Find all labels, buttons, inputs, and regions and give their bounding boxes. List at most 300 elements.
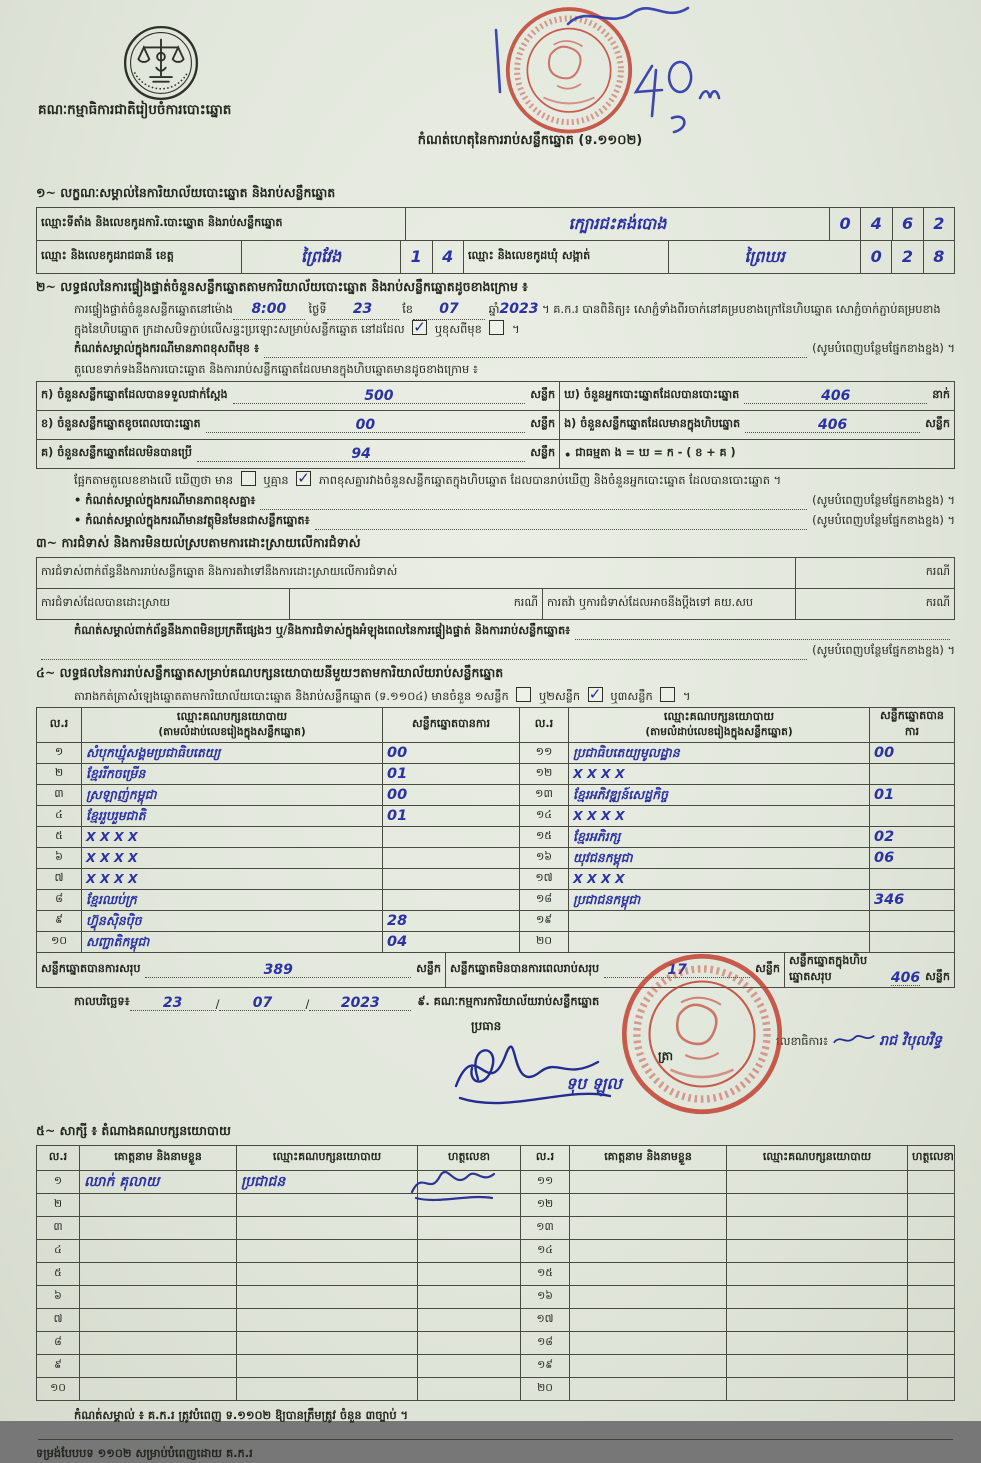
signature-block — [36, 1014, 955, 1118]
witness-party-cell — [727, 1240, 908, 1263]
red-round-stamp-signature — [618, 950, 786, 1118]
row-number-text: ១ — [54, 745, 64, 759]
witness-signature-cell — [908, 1240, 955, 1263]
party-result-row — [37, 869, 955, 890]
party-votes-cell — [383, 848, 520, 869]
handwritten-code-digit: 8 — [933, 247, 945, 266]
witness-party-cell — [237, 1263, 418, 1286]
polling-station-row — [37, 208, 955, 241]
station-name-cell — [406, 208, 830, 241]
handwritten-entry: 01 — [387, 808, 408, 825]
checkbox-three-sheets — [660, 687, 675, 702]
section2-heading: ២~ លទ្ធផលនៃការផ្ទៀងផ្ទាត់ចំនួនសន្លឹកឆ្នោតតាមការិយាល័យបោះឆ្នោត និងរាប់សន្លឹកឆ្នោតដូចខាងក្រោម ៖ — [36, 279, 528, 294]
witness-name-cell — [570, 1240, 727, 1263]
party-votes-cell — [870, 827, 955, 848]
witness-row-number — [521, 1171, 570, 1194]
appeal-label-cell: ការតវ៉ា ឬការជំទាស់ដែលអាចនឹងប្តឹងទៅ គយ.សប — [543, 588, 796, 619]
station-code-digit-box — [860, 208, 891, 240]
col-party-right: ឈ្មោះគណបក្សនយោបាយ (តាមលំដាប់លេខរៀងក្នុងសន្លឹកឆ្នោត) — [569, 708, 870, 743]
wit-col-sig-left: ហត្ថលេខា — [418, 1146, 521, 1171]
handwritten-code-digit: 6 — [902, 214, 914, 233]
witness-signature-cell — [418, 1263, 521, 1286]
row-number-text: ១៩ — [535, 913, 553, 927]
row-number-text: ២០ — [535, 934, 553, 948]
witness-name-cell — [80, 1309, 237, 1332]
witness-party-cell — [237, 1286, 418, 1309]
witness-signature-cell — [418, 1286, 521, 1309]
checkbox-seal-different — [489, 320, 504, 335]
province-label: ឈ្មោះ និងលេខកូដរាជធានី ខេត្ត — [37, 241, 242, 274]
province-code-digit-box — [432, 241, 464, 273]
checkbox-no-difference — [296, 471, 311, 486]
party-name-cell — [569, 890, 870, 911]
party-row-number — [37, 848, 82, 869]
col-number-left: ល.រ — [37, 708, 82, 743]
handwritten-entry: X X X X — [86, 828, 138, 844]
row-number-text: ១០ — [50, 1381, 66, 1395]
handwritten-station-name: ក្បោរជះគង់បោង — [568, 214, 667, 233]
witness-signature-cell — [418, 1378, 521, 1401]
witness-signature-cell — [908, 1309, 955, 1332]
party-row-number — [520, 785, 569, 806]
difference-paragraph: ផ្អែកតាមតួលេខខាងលើ ឃើញថា មាន ឬគ្មាន ✓ ភាពខុសគ្នារវាងចំនួនសន្លឹកឆ្នោតក្នុងហិបឆ្នោត ដែលបានរាប់ឃើញ និងចំនួនអ្នកបោះឆ្នោត ដែលបានបោះឆ្នោត ។ — [36, 471, 955, 490]
checkbox-has-difference — [241, 471, 256, 486]
col-votes-right: សន្លឹកឆ្នោតបានការ — [870, 708, 955, 743]
commune-label: ឈ្មោះ និងលេខកូដឃុំ សង្កាត់ — [464, 241, 669, 274]
party-name-cell — [569, 911, 870, 932]
witness-row-number — [37, 1355, 80, 1378]
party-name-cell — [82, 932, 383, 953]
witness-party-cell — [727, 1194, 908, 1217]
secretary-line: លេខាធិការ៖ រាជ វិបុលវិទ្ធ — [776, 1033, 942, 1050]
row-number-text: ១៥ — [535, 829, 553, 843]
witness-name-cell — [80, 1194, 237, 1217]
ballot-counts-table — [36, 381, 955, 469]
handwritten-entry: ប្រជាជនកម្ពុជា — [573, 891, 641, 907]
checkbox-seal-intact — [412, 320, 427, 335]
figures-intro: តួលេខទាក់ទងនឹងការបោះឆ្នោត និងការរាប់សន្លឹកឆ្នោតដែលមានក្នុងហិបឆ្នោតមានដូចខាងក្រោម ៖ — [74, 362, 478, 377]
handwritten-entry: X X X X — [573, 765, 625, 781]
party-row-number — [37, 827, 82, 848]
row-number-text: ៤ — [54, 1243, 62, 1257]
row-number-text: ១៧ — [535, 871, 553, 885]
handwritten-entry: 346 — [874, 892, 905, 909]
station-code-cell — [830, 208, 955, 241]
witness-party-cell — [237, 1194, 418, 1217]
witness-row-number — [37, 1286, 80, 1309]
section3-heading: ៣~ ការជំទាស់ និងការមិនយល់ស្របតាមការដោះស្រាយលើការជំទាស់ — [36, 534, 361, 550]
row-number-text: ១១ — [535, 745, 553, 759]
witness-row-number — [521, 1378, 570, 1401]
row-number-text: ២ — [53, 1197, 63, 1211]
handwritten-valid-total: 389 — [263, 962, 293, 979]
witness-party-cell — [727, 1286, 908, 1309]
count-voters-cell: ឃ) ចំនួនអ្នកបោះឆ្នោតដែលបានបោះឆ្នោត 406 នាក់ — [560, 382, 955, 411]
blue-pen-marks — [476, 0, 736, 128]
handwritten-code-digit: 0 — [870, 247, 882, 266]
row-number-text: ១ — [53, 1174, 63, 1188]
witness-row-number — [37, 1171, 80, 1194]
handwritten-entry: 28 — [387, 913, 408, 930]
handwritten-entry: 01 — [387, 766, 408, 783]
witness-party-cell — [727, 1263, 908, 1286]
row-number-text: ១៦ — [535, 850, 553, 864]
handwritten-code-digit: 2 — [933, 214, 945, 233]
handwritten-code-digit: 0 — [839, 214, 851, 233]
inbox-total-cell: សន្លឹកឆ្នោតក្នុងហិបឆ្នោតសរុប 406 សន្លឹក — [785, 953, 955, 988]
witness-row — [37, 1309, 955, 1332]
witness-signature-cell — [908, 1217, 955, 1240]
row-number-text: ៤ — [55, 808, 63, 822]
witness-row — [37, 1217, 955, 1240]
resolved-label-cell: ការជំទាស់ដែលបានដោះស្រាយ — [37, 588, 290, 619]
station-label: ឈ្មោះទីតាំង និងលេខកូដការិ.បោះឆ្នោត និងរាប់សន្លឹកឆ្នោត — [37, 208, 406, 241]
witness-name-cell — [570, 1194, 727, 1217]
section1-heading: ១~ លក្ខណៈសម្គាល់នៃការិយាល័យបោះឆ្នោត និងរាប់សន្លឹកឆ្នោត — [36, 185, 336, 200]
org-name: គណៈកម្មាធិការជាតិរៀបចំការបោះឆ្នោត — [38, 102, 232, 118]
party-row-number — [520, 827, 569, 848]
row-number-text: ៣ — [53, 1220, 63, 1234]
party-row-number — [520, 911, 569, 932]
handwritten-entry: 02 — [874, 829, 895, 846]
form-body — [36, 180, 955, 1463]
witness-row-number — [521, 1355, 570, 1378]
handwritten-entry: 00 — [874, 745, 895, 762]
seal-label: ត្រា — [658, 1049, 673, 1064]
counts-row-1 — [37, 382, 955, 411]
witness-signature-cell — [418, 1240, 521, 1263]
witness-name-cell — [80, 1217, 237, 1240]
witness-name-cell — [570, 1378, 727, 1401]
witness-signature-cell — [418, 1355, 521, 1378]
objection-label-cell: ការជំទាស់ពាក់ព័ន្ធនឹងការរាប់សន្លឹកឆ្នោត និងការតវ៉ាទៅនឹងការដោះស្រាយលើការជំទាស់ — [37, 557, 796, 588]
witness-party-cell — [237, 1240, 418, 1263]
date-line: កាលបរិច្ឆេទ៖ 23 / 07 / 2023 ៩. គណៈកម្មការការិយាល័យរាប់សន្លឹកឆ្នោត — [74, 994, 600, 1012]
witness-party-cell — [237, 1309, 418, 1332]
note-difference-line: • កំណត់សម្គាល់ក្នុងករណីមានភាពខុសគ្នា៖ (សូមបំពេញបន្ថែមផ្នែកខាងខ្នង) ។ — [36, 493, 955, 510]
station-code-digit-box — [830, 208, 860, 240]
witness-name-cell — [570, 1171, 727, 1194]
col-votes-left: សន្លឹកឆ្នោតបានការ — [383, 708, 520, 743]
witness-party-cell — [237, 1217, 418, 1240]
invalid-total-cell: សន្លឹកឆ្នោតមិនបានការពេលរាប់សរុប 17 សន្លឹក — [446, 953, 785, 988]
row-number-text: ១១ — [536, 1174, 554, 1188]
party-name-cell — [82, 827, 383, 848]
row-number-text: ១៤ — [537, 1243, 553, 1257]
wit-col-sig-right: ហត្ថលេខា — [908, 1146, 955, 1171]
objection-row-1 — [37, 557, 955, 588]
wit-col-no-left: ល.រ — [37, 1146, 80, 1171]
witness-row-number — [521, 1332, 570, 1355]
party-votes-cell — [870, 890, 955, 911]
col-party-left: ឈ្មោះគណបក្សនយោបាយ (តាមលំដាប់លេខរៀងក្នុងសន្លឹកឆ្នោត) — [82, 708, 383, 743]
witness-name-cell — [570, 1263, 727, 1286]
commune-name-cell — [669, 241, 861, 274]
handwritten-entry: ខ្មែររួបរួមជាតិ — [86, 807, 146, 823]
row-number-text: ៣ — [54, 787, 64, 801]
handwritten-count-unused: 94 — [351, 446, 371, 463]
witness-row-number — [37, 1309, 80, 1332]
party-votes-cell — [383, 764, 520, 785]
witness-row-number — [521, 1286, 570, 1309]
row-number-text: ៦ — [54, 1289, 62, 1303]
province-code-cell — [401, 241, 464, 274]
party-row-number — [520, 743, 569, 764]
party-result-row — [37, 827, 955, 848]
handwritten-count-inbox: 406 — [818, 417, 848, 434]
party-name-cell — [82, 806, 383, 827]
handwritten-entry: X X X X — [86, 849, 138, 865]
wit-col-name-right: គោត្តនាម និងនាមខ្លួន — [570, 1146, 727, 1171]
row-number-text: ១៣ — [535, 787, 553, 801]
handwritten-province-name: ព្រៃវែង — [300, 247, 342, 266]
handwritten-count-spoiled: 00 — [355, 417, 376, 434]
party-votes-cell — [870, 848, 955, 869]
party-result-row — [37, 932, 955, 953]
handwritten-date-day: 23 — [162, 995, 183, 1012]
witness-party-cell — [727, 1332, 908, 1355]
footer-form-line: ទម្រង់បែបបទ ១១០២ សម្រាប់បំពេញដោយ គ.ក.រ — [36, 1446, 253, 1461]
witness-party-cell — [727, 1378, 908, 1401]
party-row-number — [37, 890, 82, 911]
party-row-number — [520, 890, 569, 911]
irregularity-note-line: កំណត់សម្គាល់ពាក់ព័ន្ធនឹងភាពមិនប្រក្រតីផ្សេងៗ ឬ/និងការជំទាស់ក្នុងអំឡុងពេលនៃការផ្ទៀងផ្ទាត់ និងការរាប់សន្លឹកឆ្នោត៖ — [36, 623, 955, 640]
party-name-cell — [82, 911, 383, 932]
row-number-text: ១៤ — [535, 808, 553, 822]
handwritten-code-digit: 1 — [410, 247, 422, 266]
row-number-text: ៨ — [54, 1335, 62, 1349]
wit-col-party-left: ឈ្មោះគណបក្សនយោបាយ — [237, 1146, 418, 1171]
witness-row-number — [521, 1263, 570, 1286]
witness-party-cell — [237, 1378, 418, 1401]
formula-cell: • ជាធម្មតា ង = ឃ = ក - ( ខ + គ ) — [560, 440, 955, 469]
party-votes-cell — [870, 806, 955, 827]
party-result-row — [37, 806, 955, 827]
party-votes-cell — [383, 743, 520, 764]
handwritten-stamp-sign-name: ទុប ឡូល — [566, 1074, 622, 1094]
party-votes-cell — [383, 890, 520, 911]
handwritten-count-received: 500 — [364, 388, 394, 405]
handwritten-year: 2023 — [499, 301, 539, 317]
party-votes-cell — [383, 869, 520, 890]
witness-name-cell — [570, 1332, 727, 1355]
handwritten-entry: ហ៊្វុនស៊ិនប៉ិច — [86, 912, 142, 928]
row-number-text: ១៩ — [537, 1358, 553, 1372]
witness-party-cell — [237, 1332, 418, 1355]
witness-row-number — [37, 1263, 80, 1286]
party-votes-cell — [383, 806, 520, 827]
wit-col-party-right: ឈ្មោះគណបក្សនយោបាយ — [727, 1146, 908, 1171]
row-number-text: ២ — [54, 766, 64, 780]
party-row-number — [520, 932, 569, 953]
party-result-row — [37, 911, 955, 932]
irregularity-note-line-2: (សូមបំពេញបន្ថែមផ្នែកខាងខ្នង) ។ — [36, 643, 955, 660]
note-different-line: កំណត់សម្គាល់ក្នុងករណីមានភាពខុសពីមុខ ៖ (សូមបំពេញបន្ថែមផ្នែកខាងខ្នង) ។ — [36, 341, 955, 358]
witness-name-cell — [570, 1355, 727, 1378]
party-name-cell — [569, 806, 870, 827]
commune-code-digit-box — [923, 241, 954, 273]
station-code-digit-box — [923, 208, 954, 240]
witness-signature-cell — [908, 1378, 955, 1401]
party-name-cell — [569, 869, 870, 890]
witness-name-cell — [570, 1217, 727, 1240]
party-name-cell — [569, 743, 870, 764]
counts-row-3 — [37, 440, 955, 469]
witness-signature-cell — [908, 1194, 955, 1217]
nec-emblem — [122, 24, 200, 102]
row-number-text: ៦ — [55, 850, 63, 864]
row-number-text: ២០ — [537, 1381, 553, 1395]
commune-code-digit-box — [891, 241, 922, 273]
party-name-cell — [82, 743, 383, 764]
handwritten-entry: ប្រជាជន — [241, 1174, 286, 1191]
row-number-text: ៧ — [53, 1312, 63, 1326]
handwritten-invalid-total: 17 — [667, 962, 687, 979]
handwritten-entry: X X X X — [573, 870, 625, 886]
witness-signature-cell — [418, 1332, 521, 1355]
witness-name-cell — [80, 1286, 237, 1309]
party-votes-cell — [383, 785, 520, 806]
appeal-cases-cell: ករណី — [796, 588, 955, 619]
witness-signature-cell — [908, 1332, 955, 1355]
handwritten-entry: 01 — [874, 787, 895, 804]
party-votes-cell — [870, 785, 955, 806]
witness-row — [37, 1263, 955, 1286]
party-row-number — [520, 848, 569, 869]
witness-name-cell — [80, 1240, 237, 1263]
witness-row — [37, 1355, 955, 1378]
row-number-text: ១៧ — [536, 1312, 554, 1326]
row-number-text: ៩ — [54, 1358, 62, 1372]
witness-signature-cell — [908, 1263, 955, 1286]
commune-code-digit-box — [861, 241, 891, 273]
party-result-row — [37, 890, 955, 911]
handwritten-date-month: 07 — [252, 995, 273, 1012]
witness-name-cell — [570, 1309, 727, 1332]
handwritten-day: 23 — [352, 301, 373, 317]
witness-party-cell — [727, 1217, 908, 1240]
party-table-header — [37, 708, 955, 743]
president-signature — [446, 1024, 626, 1112]
party-votes-cell — [383, 827, 520, 848]
handwritten-code-digit: 4 — [442, 247, 454, 266]
witness-row-number — [37, 1332, 80, 1355]
secretary-scribble — [832, 1032, 876, 1048]
section4-heading: ៤~ លទ្ធផលនៃការរាប់សន្លឹកឆ្នោតសម្រាប់គណបក្សនយោបាយនីមួយៗតាមការិយាល័យរាប់សន្លឹកឆ្នោត — [36, 664, 504, 680]
party-name-cell — [569, 827, 870, 848]
handwritten-secretary-name: រាជ វិបុលវិទ្ធ — [879, 1033, 942, 1050]
witness-party-cell — [727, 1171, 908, 1194]
party-name-cell — [569, 848, 870, 869]
objection-cases-cell: ករណី — [796, 557, 955, 588]
witness-signature-cell — [908, 1355, 955, 1378]
witness-party-cell — [237, 1171, 418, 1194]
form-title: កំណត់ហេតុនៃការរាប់សន្លឹកឆ្នោត (ទ.១១០២) — [417, 133, 643, 148]
col-number-right: ល.រ — [520, 708, 569, 743]
handwritten-time: 8:00 — [251, 301, 287, 317]
party-name-cell — [82, 848, 383, 869]
party-name-cell — [82, 785, 383, 806]
handwritten-entry: X X X X — [573, 807, 625, 823]
valid-total-cell: សន្លឹកឆ្នោតបានការសរុប 389 សន្លឹក — [37, 953, 446, 988]
party-row-number — [520, 869, 569, 890]
party-result-row — [37, 848, 955, 869]
row-number-text: ៥ — [54, 1266, 62, 1280]
party-row-number — [37, 764, 82, 785]
handwritten-code-digit: 2 — [901, 247, 914, 266]
handwritten-entry: 00 — [387, 787, 408, 804]
handwritten-entry: X X X X — [86, 870, 138, 886]
handwritten-inbox-total: 406 — [890, 970, 921, 987]
row-number-text: ១៥ — [537, 1266, 553, 1280]
witness-row-number — [521, 1217, 570, 1240]
party-votes-cell — [383, 911, 520, 932]
count-received-cell: ក) ចំនួនសន្លឹកឆ្នោតដែលបានទទួលជាក់ស្តែង 500 សន្លឹក — [37, 382, 560, 411]
checkbox-one-sheet — [516, 687, 531, 702]
handwritten-commune-name: ព្រៃឃរ — [744, 247, 785, 266]
handwritten-entry: សំបុកឃ្មុំសង្គមប្រជាធិបតេយ្យ — [86, 744, 221, 760]
objection-row-2 — [37, 588, 955, 619]
witness-name-cell — [80, 1171, 237, 1194]
party-row-number — [37, 806, 82, 827]
party-row-number — [37, 869, 82, 890]
totals-row — [36, 952, 955, 988]
witness-row-number — [37, 1194, 80, 1217]
witness-row-number — [521, 1194, 570, 1217]
witness-row-number — [37, 1240, 80, 1263]
witness-name-cell — [80, 1332, 237, 1355]
party-row-number — [520, 806, 569, 827]
witness-row-number — [521, 1309, 570, 1332]
row-number-text: ១៦ — [537, 1289, 553, 1303]
party-votes-cell — [870, 764, 955, 785]
party-results-table — [36, 707, 955, 953]
witness-name-cell — [80, 1263, 237, 1286]
party-row-number — [37, 785, 82, 806]
wit-col-no-right: ល.រ — [521, 1146, 570, 1171]
party-votes-cell — [870, 743, 955, 764]
row-number-text: ១៣ — [536, 1220, 554, 1234]
row-number-text: ១២ — [536, 1197, 554, 1211]
objections-table — [36, 557, 955, 620]
witness-row-number — [521, 1240, 570, 1263]
handwritten-entry: ខ្មែរអភិវឌ្ឍន៍សេដ្ឋកិច្ច — [573, 786, 668, 802]
handwritten-entry: ស្រឡាញ់កម្ពុជា — [86, 786, 157, 802]
handwritten-entry: ប្រជាធិបតេយ្យមូលដ្ឋាន — [573, 744, 680, 760]
witness-name-cell — [80, 1378, 237, 1401]
handwritten-month: 07 — [439, 301, 459, 317]
witness-row — [37, 1286, 955, 1309]
commune-code-cell — [861, 241, 955, 274]
note-non-ballot-line: • កំណត់សម្គាល់ក្នុងករណីមានវត្ថុមិនមែនជាសន្លឹកឆ្នោត៖ (សូមបំពេញបន្ថែមផ្នែកខាងខ្នង) ។ — [36, 513, 955, 530]
witness-row — [37, 1240, 955, 1263]
wit-col-name-left: គោត្តនាម និងនាមខ្លួន — [80, 1146, 237, 1171]
footer-divider — [38, 1439, 953, 1440]
party-votes-cell — [383, 932, 520, 953]
handwritten-count-voters: 406 — [821, 388, 851, 405]
witness-signature-cell — [908, 1171, 955, 1194]
party-name-cell — [569, 785, 870, 806]
bottom-note: កំណត់សម្គាល់ ៖ គ.ក.រ ត្រូវបំពេញ ទ.១១០២ ឱ្យបានត្រឹមត្រូវ ចំនួន ៣ច្បាប់ ។ — [74, 1408, 409, 1423]
section5-heading: ៥~ សាក្សី ៖ តំណាងគណបក្សនយោបាយ — [36, 1123, 231, 1139]
sheet-count-line: តារាងកត់ត្រាសំឡេងឆ្នោតតាមការិយាល័យបោះឆ្នោត និងរាប់សន្លឹកឆ្នោត (ទ.១១០៤) មានចំនួន ១សន្លឹក ឬ២សន្លឹក ✓ ឬ៣សន្លឹក ។ — [36, 687, 955, 706]
handwritten-entry: ខ្មែរឈប់ក្រ — [86, 891, 137, 907]
party-votes-cell — [870, 869, 955, 890]
handwritten-entry: ខ្មែរអភិរក្ស — [573, 828, 621, 844]
handwritten-date-year: 2023 — [340, 995, 380, 1012]
resolved-cases-cell: ករណី — [290, 588, 543, 619]
party-row-number — [37, 911, 82, 932]
